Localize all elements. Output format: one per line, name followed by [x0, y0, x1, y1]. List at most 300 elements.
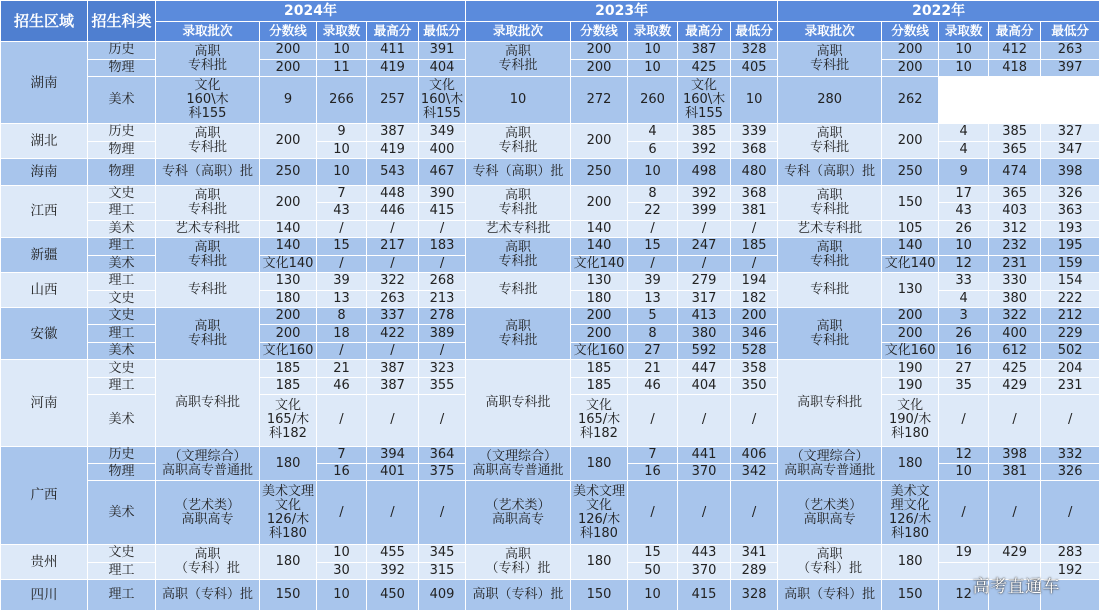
max-score-cell: 312: [989, 220, 1041, 237]
header-year-2022: 2022年: [778, 1, 1100, 22]
batch-cell: 高职 专科批: [778, 42, 882, 77]
table-row: [1, 185, 1100, 202]
min-score-cell: 415: [419, 203, 466, 220]
min-score-cell: 315: [419, 562, 466, 579]
score-line-cell: 185: [260, 377, 317, 394]
score-line-cell: 140: [260, 238, 317, 255]
max-score-cell: 322: [989, 307, 1041, 324]
min-score-cell: 260: [628, 76, 678, 123]
max-score-cell: 232: [989, 238, 1041, 255]
min-score-cell: 154: [1041, 273, 1100, 290]
score-line-cell: 185: [260, 360, 317, 377]
score-line-cell: 200: [571, 307, 628, 324]
admit-count-cell: 11: [317, 59, 367, 76]
min-score-cell: 368: [731, 141, 778, 158]
admit-count-cell: /: [628, 220, 678, 237]
admit-count-cell: 6: [628, 141, 678, 158]
region-cell: 山西: [1, 273, 88, 308]
table-row: [1, 273, 1100, 290]
max-score-cell: 380: [989, 290, 1041, 307]
table-row: [1, 481, 1100, 545]
score-line-cell: 150: [882, 185, 939, 220]
batch-cell: 艺术专科批: [156, 220, 260, 237]
max-score-cell: 418: [989, 59, 1041, 76]
min-score-cell: 193: [1041, 220, 1100, 237]
score-line-cell: 文化160: [882, 342, 939, 359]
score-line-cell: 200: [260, 185, 317, 220]
min-score-cell: 406: [731, 446, 778, 463]
region-cell: 贵州: [1, 545, 88, 580]
admit-count-cell: 26: [939, 325, 989, 342]
admit-count-cell: 21: [317, 360, 367, 377]
batch-cell: 高职 （专科）批: [778, 545, 882, 580]
subject-cell: 美术: [88, 255, 156, 272]
max-score-cell: 266: [317, 76, 367, 123]
min-score-cell: 342: [731, 464, 778, 481]
admit-count-cell: 10: [466, 76, 571, 123]
min-score-cell: 391: [419, 42, 466, 59]
min-score-cell: 400: [419, 141, 466, 158]
score-line-cell: 200: [571, 185, 628, 220]
score-line-cell: 200: [882, 307, 939, 324]
admit-count-cell: 10: [317, 545, 367, 562]
batch-cell: 高职 专科批: [778, 185, 882, 220]
min-score-cell: 409: [419, 580, 466, 611]
min-score-cell: 345: [419, 545, 466, 562]
admit-count-cell: 22: [628, 203, 678, 220]
subject-cell: 理工: [88, 325, 156, 342]
header-batch: 录取批次: [156, 21, 260, 42]
admit-count-cell: /: [628, 481, 678, 545]
min-score-cell: /: [731, 220, 778, 237]
score-line-cell: 200: [260, 42, 317, 59]
score-line-cell: 文化 165/木 科182: [571, 395, 628, 446]
header-max-score: 最高分: [367, 21, 419, 42]
batch-cell: （艺术类） 高职高专: [466, 481, 571, 545]
batch-cell: 专科（高职）批: [156, 159, 260, 186]
score-line-cell: 140: [882, 238, 939, 255]
min-score-cell: 358: [731, 360, 778, 377]
max-score-cell: 387: [678, 42, 731, 59]
score-line-cell: 文化 160\木 科155: [419, 76, 466, 123]
score-line-cell: 105: [882, 220, 939, 237]
max-score-cell: 415: [678, 580, 731, 611]
batch-cell: 高职 专科批: [156, 185, 260, 220]
score-line-cell: 140: [571, 238, 628, 255]
max-score-cell: /: [367, 220, 419, 237]
score-line-cell: 130: [571, 273, 628, 290]
batch-cell: 高职 （专科）批: [466, 545, 571, 580]
max-score-cell: 398: [989, 446, 1041, 463]
admit-count-cell: 7: [628, 446, 678, 463]
score-line-cell: 200: [260, 325, 317, 342]
admit-count-cell: 4: [628, 124, 678, 141]
admit-count-cell: 10: [628, 159, 678, 186]
score-line-cell: 200: [571, 42, 628, 59]
subject-cell: 历史: [88, 446, 156, 463]
max-score-cell: /: [678, 481, 731, 545]
header-score-line: 分数线: [260, 21, 317, 42]
subject-cell: 物理: [88, 159, 156, 186]
min-score-cell: /: [419, 395, 466, 446]
region-cell: 江西: [1, 185, 88, 237]
min-score-cell: 389: [419, 325, 466, 342]
batch-cell: （文理综合） 高职高专普通批: [778, 446, 882, 481]
score-line-cell: 150: [882, 580, 939, 611]
min-score-cell: 375: [419, 464, 466, 481]
max-score-cell: 450: [367, 580, 419, 611]
region-cell: 湖南: [1, 42, 88, 124]
max-score-cell: /: [367, 342, 419, 359]
batch-cell: （艺术类） 高职高专: [156, 481, 260, 545]
min-score-cell: 327: [1041, 124, 1100, 141]
admit-count-cell: 8: [628, 325, 678, 342]
header-year-2023: 2023年: [466, 1, 778, 22]
score-line-cell: 185: [571, 360, 628, 377]
max-score-cell: 474: [989, 159, 1041, 186]
batch-cell: 高职专科批: [466, 360, 571, 446]
min-score-cell: 257: [367, 76, 419, 123]
score-line-cell: 140: [571, 220, 628, 237]
admit-count-cell: 12: [939, 580, 989, 611]
score-line-cell: 文化140: [882, 255, 939, 272]
score-line-cell: 180: [571, 290, 628, 307]
max-score-cell: 592: [678, 342, 731, 359]
batch-cell: 高职（专科）批: [156, 580, 260, 611]
max-score-cell: /: [989, 481, 1041, 545]
min-score-cell: 390: [419, 185, 466, 202]
table-row: [1, 580, 1100, 611]
subject-cell: 文史: [88, 360, 156, 377]
max-score-cell: 279: [678, 273, 731, 290]
max-score-cell: 411: [367, 42, 419, 59]
min-score-cell: 398: [1041, 159, 1100, 186]
max-score-cell: /: [367, 481, 419, 545]
subject-cell: 美术: [88, 76, 156, 123]
max-score-cell: 385: [678, 124, 731, 141]
score-line-cell: 140: [260, 220, 317, 237]
header-batch: 录取批次: [778, 21, 882, 42]
table-row: [1, 124, 1100, 141]
min-score-cell: 213: [419, 290, 466, 307]
admit-count-cell: 12: [939, 446, 989, 463]
admit-count-cell: 8: [317, 307, 367, 324]
max-score-cell: /: [678, 255, 731, 272]
max-score-cell: 387: [367, 360, 419, 377]
min-score-cell: 262: [882, 76, 939, 123]
header-batch: 录取批次: [466, 21, 571, 42]
admit-count-cell: 15: [628, 238, 678, 255]
table-row: [1, 42, 1100, 59]
min-score-cell: 332: [1041, 446, 1100, 463]
admit-count-cell: 39: [628, 273, 678, 290]
admit-count-cell: 35: [939, 377, 989, 394]
batch-cell: 高职 专科批: [466, 185, 571, 220]
header-score-line: 分数线: [571, 21, 628, 42]
min-score-cell: 405: [731, 59, 778, 76]
batch-cell: 高职 专科批: [778, 124, 882, 159]
max-score-cell: 422: [367, 325, 419, 342]
admit-count-cell: 43: [317, 203, 367, 220]
admit-count-cell: 50: [628, 562, 678, 579]
table-row: [1, 307, 1100, 324]
max-score-cell: /: [678, 220, 731, 237]
score-line-cell: 150: [571, 580, 628, 611]
score-line-cell: 200: [882, 42, 939, 59]
batch-cell: 高职（专科）批: [466, 580, 571, 611]
max-score-cell: 399: [678, 203, 731, 220]
batch-cell: 高职专科批: [778, 360, 882, 446]
min-score-cell: 283: [1041, 545, 1100, 562]
region-cell: 湖北: [1, 124, 88, 159]
admit-count-cell: 10: [939, 59, 989, 76]
max-score-cell: 231: [989, 255, 1041, 272]
max-score-cell: 370: [678, 562, 731, 579]
min-score-cell: /: [731, 255, 778, 272]
table-row: [1, 446, 1100, 463]
batch-cell: 高职 专科批: [466, 307, 571, 359]
min-score-cell: 480: [731, 159, 778, 186]
admit-count-cell: 10: [628, 59, 678, 76]
subject-cell: 美术: [88, 395, 156, 446]
min-score-cell: 289: [731, 562, 778, 579]
max-score-cell: 392: [367, 562, 419, 579]
min-score-cell: 192: [1041, 562, 1100, 579]
max-score-cell: 447: [678, 360, 731, 377]
table-row: [1, 76, 1100, 123]
subject-cell: 文史: [88, 290, 156, 307]
max-score-cell: 330: [989, 273, 1041, 290]
subject-cell: 历史: [88, 124, 156, 141]
admit-count-cell: 21: [628, 360, 678, 377]
min-score-cell: 204: [1041, 360, 1100, 377]
max-score-cell: 498: [678, 159, 731, 186]
admit-count-cell: 10: [731, 76, 778, 123]
max-score-cell: 317: [678, 290, 731, 307]
header-score-line: 分数线: [882, 21, 939, 42]
admit-count-cell: 17: [939, 185, 989, 202]
admit-count-cell: 46: [317, 377, 367, 394]
admit-count-cell: /: [317, 395, 367, 446]
min-score-cell: 404: [419, 59, 466, 76]
batch-cell: 高职 （专科）批: [156, 545, 260, 580]
min-score-cell: 195: [1041, 238, 1100, 255]
min-score-cell: /: [1041, 395, 1100, 446]
batch-cell: 艺术专科批: [778, 220, 882, 237]
admit-count-cell: 10: [939, 42, 989, 59]
max-score-cell: 387: [367, 124, 419, 141]
min-score-cell: /: [419, 220, 466, 237]
admit-count-cell: 4: [939, 141, 989, 158]
min-score-cell: 339: [731, 124, 778, 141]
subject-cell: 美术: [88, 220, 156, 237]
min-score-cell: 263: [1041, 42, 1100, 59]
score-line-cell: 200: [260, 124, 317, 159]
score-line-cell: 文化 190/木 科180: [882, 395, 939, 446]
score-line-cell: 200: [882, 59, 939, 76]
score-line-cell: 180: [882, 545, 939, 580]
score-line-cell: 250: [882, 159, 939, 186]
max-score-cell: 392: [678, 185, 731, 202]
max-score-cell: 400: [989, 325, 1041, 342]
admit-count-cell: /: [939, 395, 989, 446]
watermark: 高考直通车: [972, 577, 1060, 597]
max-score-cell: 263: [367, 290, 419, 307]
score-line-cell: 美术文 理文化 126/木 科180: [882, 481, 939, 545]
subject-cell: 美术: [88, 481, 156, 545]
max-score-cell: 272: [571, 76, 628, 123]
score-line-cell: 文化140: [571, 255, 628, 272]
admit-count-cell: 7: [317, 446, 367, 463]
min-score-cell: 326: [1041, 464, 1100, 481]
min-score-cell: 182: [731, 290, 778, 307]
min-score-cell: 341: [731, 545, 778, 562]
score-line-cell: 130: [260, 273, 317, 290]
admit-count-cell: 16: [317, 464, 367, 481]
batch-cell: （文理综合） 高职高专普通批: [466, 446, 571, 481]
admit-count-cell: 8: [628, 185, 678, 202]
min-score-cell: 349: [419, 124, 466, 141]
min-score-cell: 328: [731, 42, 778, 59]
header-min-score: 最低分: [419, 21, 466, 42]
max-score-cell: 419: [367, 59, 419, 76]
max-score-cell: 247: [678, 238, 731, 255]
admit-count-cell: /: [317, 220, 367, 237]
max-score-cell: 322: [367, 273, 419, 290]
min-score-cell: 364: [419, 446, 466, 463]
subject-cell: 物理: [88, 464, 156, 481]
max-score-cell: 392: [678, 141, 731, 158]
subject-cell: 文史: [88, 307, 156, 324]
max-score-cell: /: [678, 395, 731, 446]
batch-cell: 高职专科批: [156, 360, 260, 446]
score-line-cell: 250: [260, 159, 317, 186]
max-score-cell: 425: [678, 59, 731, 76]
min-score-cell: /: [419, 255, 466, 272]
min-score-cell: 222: [1041, 290, 1100, 307]
min-score-cell: 346: [731, 325, 778, 342]
header-min-score: 最低分: [731, 21, 778, 42]
max-score-cell: 385: [989, 124, 1041, 141]
score-line-cell: 180: [260, 545, 317, 580]
admit-count-cell: 9: [260, 76, 317, 123]
min-score-cell: 355: [419, 377, 466, 394]
table-body: [1, 42, 1100, 611]
admit-count-cell: /: [628, 255, 678, 272]
min-score-cell: 350: [731, 377, 778, 394]
admit-count-cell: 9: [317, 124, 367, 141]
max-score-cell: 413: [678, 307, 731, 324]
max-score-cell: 337: [367, 307, 419, 324]
min-score-cell: 278: [419, 307, 466, 324]
subject-cell: 美术: [88, 342, 156, 359]
admit-count-cell: 18: [317, 325, 367, 342]
table-row: [1, 159, 1100, 186]
batch-cell: 专科（高职）批: [466, 159, 571, 186]
max-score-cell: 370: [678, 464, 731, 481]
header-max-score: 最高分: [678, 21, 731, 42]
admit-count-cell: 43: [939, 203, 989, 220]
max-score-cell: 365: [989, 141, 1041, 158]
max-score-cell: 441: [678, 446, 731, 463]
score-line-cell: 180: [571, 545, 628, 580]
max-score-cell: 280: [778, 76, 882, 123]
max-score-cell: /: [367, 255, 419, 272]
admit-count-cell: 26: [939, 220, 989, 237]
region-cell: 海南: [1, 159, 88, 186]
score-line-cell: 180: [882, 446, 939, 481]
subject-cell: 理工: [88, 580, 156, 611]
max-score-cell: 381: [989, 464, 1041, 481]
score-line-cell: 180: [260, 290, 317, 307]
min-score-cell: 328: [731, 580, 778, 611]
admit-count-cell: 16: [939, 342, 989, 359]
header-region: 招生区域: [1, 1, 88, 42]
min-score-cell: 368: [731, 185, 778, 202]
max-score-cell: 403: [989, 203, 1041, 220]
score-line-cell: 180: [571, 446, 628, 481]
max-score-cell: 419: [367, 141, 419, 158]
max-score-cell: 612: [989, 342, 1041, 359]
min-score-cell: 502: [1041, 342, 1100, 359]
min-score-cell: /: [419, 342, 466, 359]
batch-cell: 专科（高职）批: [778, 159, 882, 186]
min-score-cell: 231: [1041, 377, 1100, 394]
admit-count-cell: 10: [628, 42, 678, 59]
header-admit-count: 录取数: [628, 21, 678, 42]
min-score-cell: 347: [1041, 141, 1100, 158]
max-score-cell: 394: [367, 446, 419, 463]
score-line-cell: 130: [882, 273, 939, 308]
batch-cell: （艺术类） 高职高专: [778, 481, 882, 545]
min-score-cell: 212: [1041, 307, 1100, 324]
score-line-cell: 文化140: [260, 255, 317, 272]
min-score-cell: 200: [731, 307, 778, 324]
min-score-cell: /: [419, 481, 466, 545]
max-score-cell: /: [989, 395, 1041, 446]
region-cell: 四川: [1, 580, 88, 611]
admit-count-cell: 10: [939, 238, 989, 255]
max-score-cell: 404: [678, 377, 731, 394]
region-cell: 广西: [1, 446, 88, 545]
header-max-score: 最高分: [989, 21, 1041, 42]
batch-cell: 高职 专科批: [466, 42, 571, 77]
min-score-cell: /: [731, 395, 778, 446]
score-line-cell: 文化 160\木 科155: [678, 76, 731, 123]
max-score-cell: 365: [989, 185, 1041, 202]
min-score-cell: /: [1041, 481, 1100, 545]
score-line-cell: 250: [571, 159, 628, 186]
admit-count-cell: 10: [317, 42, 367, 59]
table-row: [1, 238, 1100, 255]
admit-count-cell: 13: [317, 290, 367, 307]
subject-cell: 理工: [88, 238, 156, 255]
batch-cell: 高职 专科批: [778, 307, 882, 359]
score-line-cell: 150: [260, 580, 317, 611]
batch-cell: 高职 专科批: [156, 238, 260, 273]
subject-cell: 理工: [88, 562, 156, 579]
admit-count-cell: 3: [939, 307, 989, 324]
admit-count-cell: 27: [628, 342, 678, 359]
min-score-cell: 183: [419, 238, 466, 255]
admit-count-cell: 46: [628, 377, 678, 394]
max-score-cell: /: [367, 395, 419, 446]
subject-cell: 物理: [88, 59, 156, 76]
max-score-cell: 429: [989, 377, 1041, 394]
admit-count-cell: 10: [317, 580, 367, 611]
region-cell: 河南: [1, 360, 88, 446]
subject-cell: 文史: [88, 545, 156, 562]
